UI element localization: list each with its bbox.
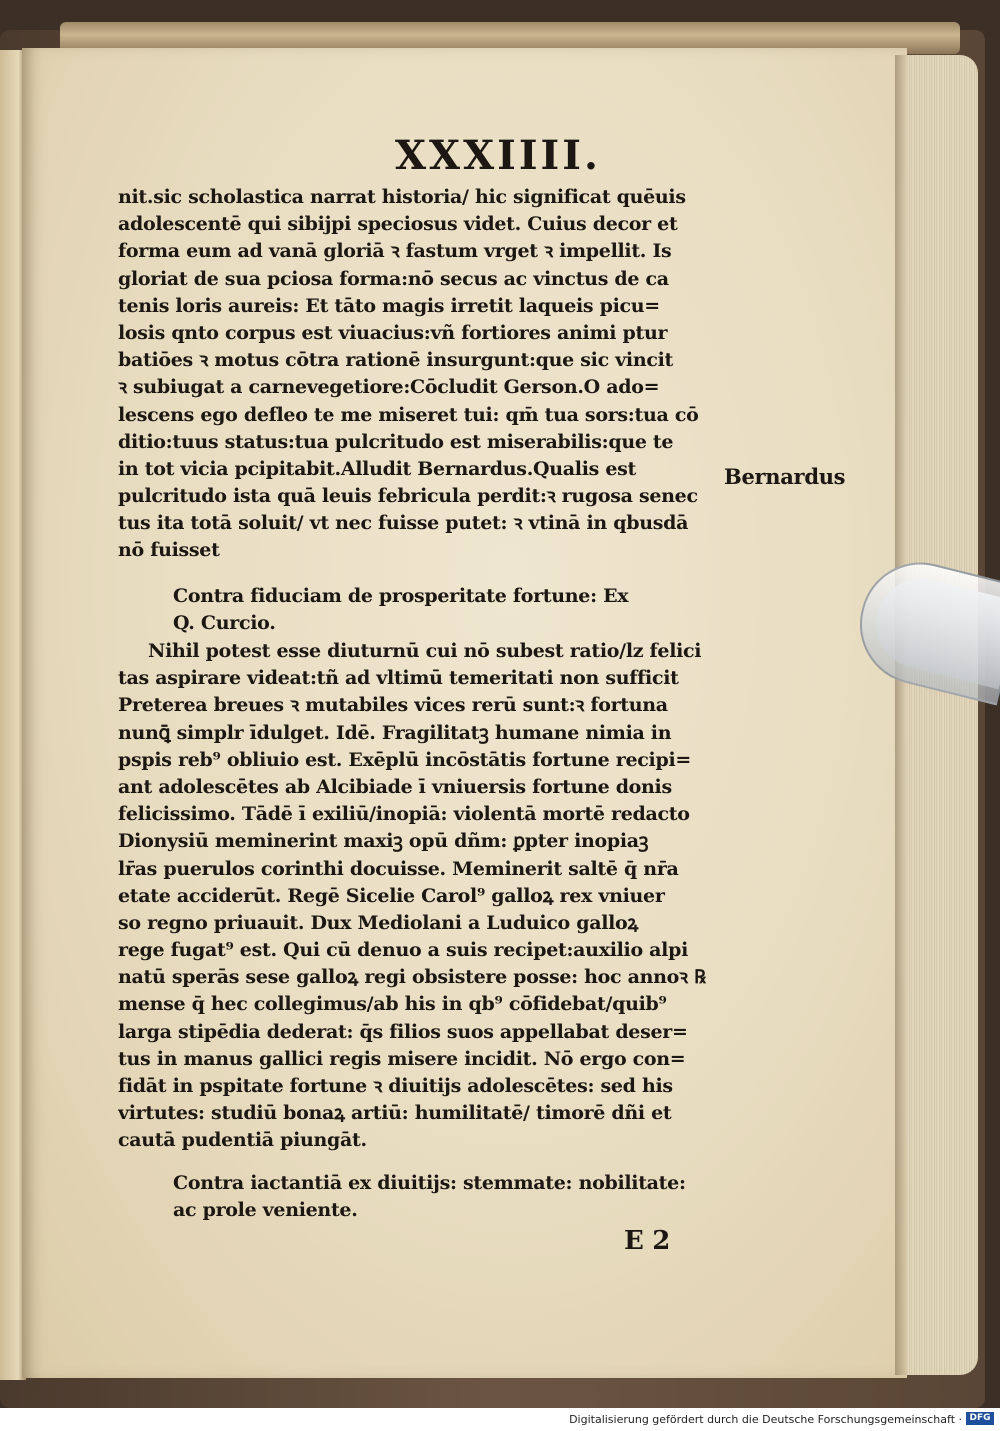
paragraph-2-line: fidāt in pspitate fortune ꝛ diuitijs adolescētes: sed his [118, 1075, 673, 1097]
paragraph-2-line: natū sperās sese galloꝝ regi obsistere posse: hoc annoꝛ ℞ [118, 966, 706, 989]
margin-note-bernardus: Bernardus [724, 464, 846, 489]
paragraph-2-line: Preterea breues ꝛ mutabiles vices rerū sunt:ꝛ fortuna [118, 694, 668, 717]
paragraph-1-line: ꝛ subiugat a carnevegetiore:Cōcludit Gerson.O ado= [118, 376, 660, 399]
paragraph-2-line: virtutes: studiū bonaꝝ artiū: humilitatē/ timorē dñi et [118, 1102, 672, 1125]
paragraph-2 [118, 638, 728, 1155]
footer-credit: Digitalisierung gefördert durch die Deutsche Forschungsgemeinschaft · [569, 1413, 962, 1426]
page-stack-fore-edge [900, 55, 978, 1375]
page-edge-shadow [895, 55, 909, 1375]
paragraph-2-line: pspis reb⁹ obliuio est. Exēplū incōstātis fortune recipi= [118, 748, 691, 771]
paragraph-1-line: lescens ego defleo te me miseret tui: qm̄ tua sors:tua cō [118, 403, 699, 426]
paragraph-2-line: felicissimo. Tādē ī exiliū/inopiā: violentā mortē redacto [118, 803, 690, 826]
paragraph-2-line: rege fugat⁹ est. Qui cū denuo a suis recipet:auxilio alpi [118, 939, 688, 962]
paragraph-1 [118, 184, 728, 565]
heading-1-line: Contra fiduciam de prosperitate fortune: Ex [173, 585, 629, 607]
paragraph-1-line: gloriat de sua pciosa forma:nō secus ac vinctus de ca [118, 267, 669, 290]
paragraph-2-line: tas aspirare videat:tñ ad vltimū temeritati non sufficit [118, 667, 679, 690]
paragraph-2-line: nunꝗ̄ simplr īdulget. Idē. Fragilitatꝫ humane nimia in [118, 721, 672, 744]
paragraph-1-line: adolescentē qui sibijpi speciosus videt. Cuius decor et [118, 213, 678, 236]
paragraph-1-line: forma eum ad vanā gloriā ꝛ fastum vrget ꝛ impellit. Is [118, 240, 672, 263]
paragraph-2-line: ant adolescētes ab Alcibiade ī vniuersis fortune donis [118, 775, 672, 798]
paragraph-1-line: ditio:tuus status:tua pulcritudo est miserabilis:que te [118, 430, 674, 453]
paragraph-2-line: larga stipēdia dederat: q̄s filios suos appellabat deser= [118, 1020, 688, 1043]
paragraph-1-line: tus ita totā soluit/ vt nec fuisse putet: ꝛ vtinā in qbusdā [118, 512, 689, 535]
paragraph-1-line: batiōes ꝛ motus cōtra rationē insurgunt:que sic vincit [118, 349, 674, 372]
paragraph-2-line: Dionysiū meminerint maxiꝫ opū dñm: ꝑpter inopiaꝫ [118, 830, 649, 853]
heading-contra-iactantiam [118, 1170, 728, 1224]
paragraph-2-line: tus in manus gallici regis misere incidit. Nō ergo con= [118, 1047, 686, 1070]
heading-2-line: Contra iactantiā ex diuitijs: stemmate: nobilitate: [173, 1172, 686, 1194]
paragraph-1-line: in tot vicia pcipitabit.Alludit Bernardus.Qualis est [118, 457, 636, 480]
paragraph-1-line: losis qnto corpus est viuacius:vñ fortiores animi ptur [118, 321, 668, 344]
paragraph-2-line: lr̄as puerulos corinthi docuisse. Meminerit saltē q̄ nr̄a [118, 857, 679, 880]
paragraph-2-line: Nihil potest esse diuturnū cui nō subest ratio/lz felici [148, 640, 702, 662]
heading-2-line: ac prole veniente. [173, 1199, 358, 1222]
heading-1-line: Q. Curcio. [173, 612, 276, 635]
paragraph-1-line: pulcritudo ista quā leuis febricula perdit:ꝛ rugosa senec [118, 485, 698, 508]
paragraph-1-line: nō fuisset [118, 539, 220, 562]
signature-mark: E 2 [624, 1226, 671, 1256]
paragraph-2-line: so regno priuauit. Dux Mediolani a Luduico galloꝝ [118, 911, 639, 934]
paragraph-2-line: mense q̄ hec collegimus/ab his in qb⁹ cōfidebat/quib⁹ [118, 993, 667, 1016]
paragraph-1-line: nit.sic scholastica narrat historia/ hic significat quēuis [118, 186, 686, 208]
dfg-logo-icon: DFG [966, 1412, 994, 1425]
glass-page-weight-highlight [867, 569, 1000, 689]
heading-contra-fiduciam [118, 583, 728, 637]
paragraph-1-line: tenis loris aureis: Et tāto magis irretit laqueis picu= [118, 294, 660, 317]
paragraph-2-line: cautā pudentiā piungāt. [118, 1129, 367, 1152]
paragraph-2-line: etate acciderūt. Regē Sicelie Carol⁹ galloꝝ rex vniuer [118, 884, 665, 907]
folio-number: XXXIIII. [395, 132, 601, 179]
